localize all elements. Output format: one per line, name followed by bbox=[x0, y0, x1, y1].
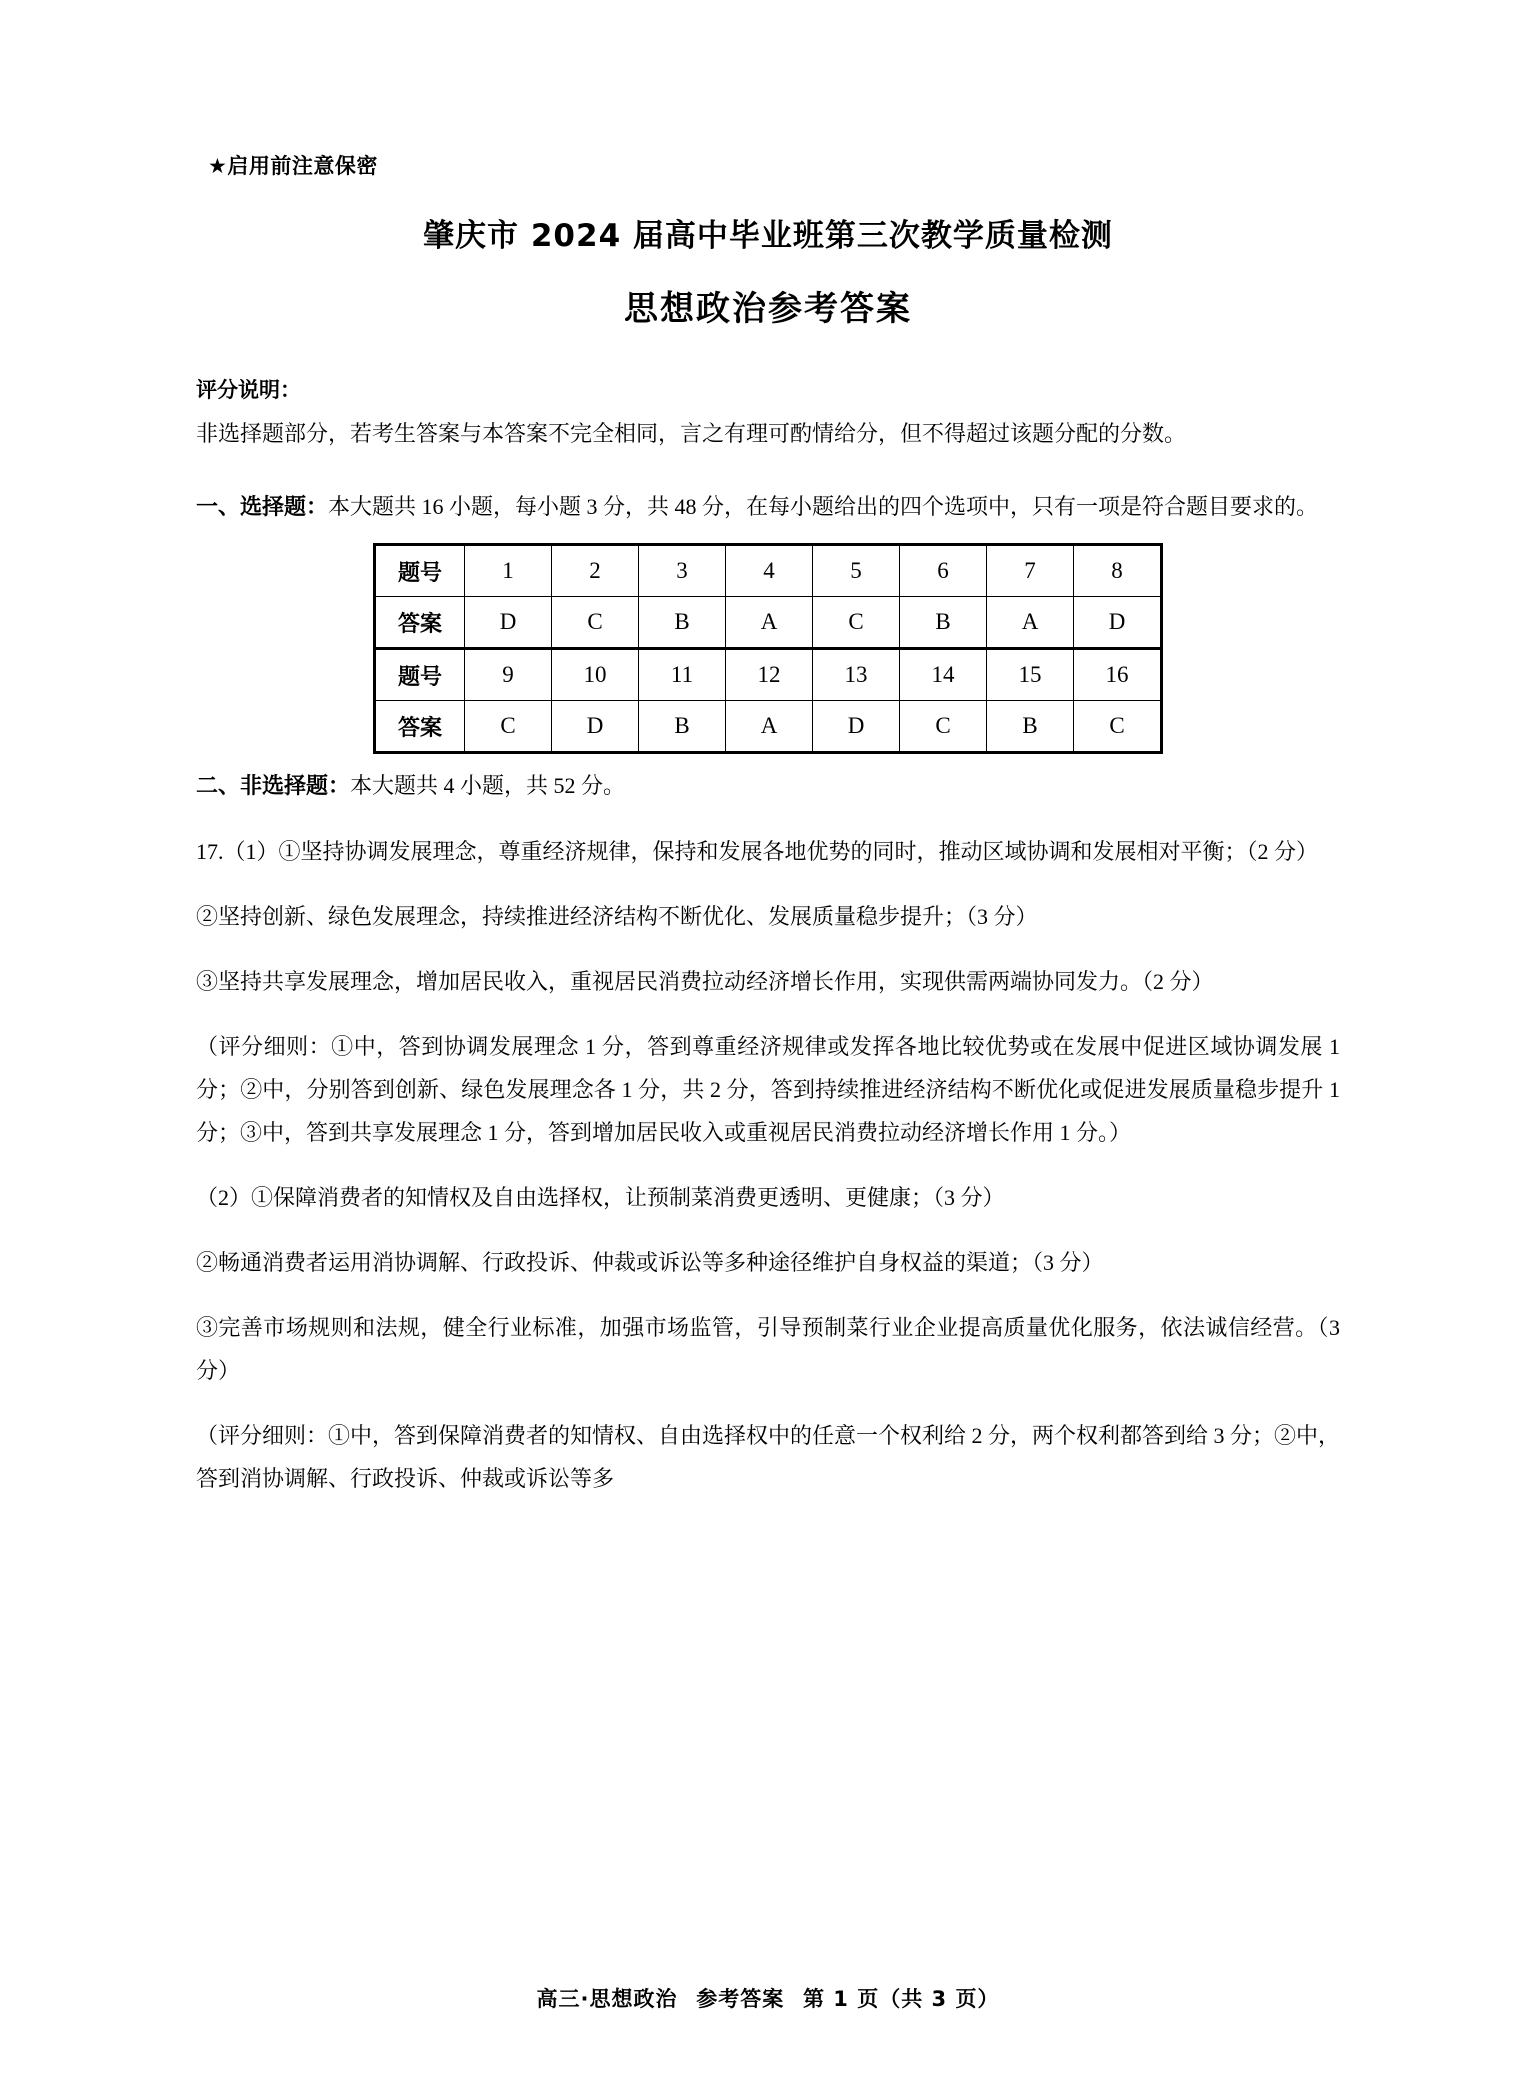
answer-cell: B bbox=[639, 701, 726, 753]
question-number-cell: 11 bbox=[639, 649, 726, 701]
answer-cell: B bbox=[900, 597, 987, 649]
answer-cell: C bbox=[552, 597, 639, 649]
scoring-instructions-label: 评分说明： bbox=[196, 378, 301, 402]
answer-cell: B bbox=[639, 597, 726, 649]
answer-cell: D bbox=[813, 701, 900, 753]
answer-paragraph: （2）①保障消费者的知情权及自由选择权，让预制菜消费更透明、更健康；（3 分） bbox=[196, 1185, 1005, 1210]
footer-subject: 高三·思想政治 bbox=[536, 1987, 678, 2011]
answer-paragraph: ③坚持共享发展理念，增加居民收入，重视居民消费拉动经济增长作用，实现供需两端协同发力。（2 分） bbox=[196, 969, 1214, 994]
section-one-heading bbox=[196, 485, 1340, 529]
answer-cell: D bbox=[552, 701, 639, 753]
answer-paragraph: ②畅通消费者运用消协调解、行政投诉、仲裁或诉讼等多种途径维护自身权益的渠道；（3 分） bbox=[196, 1250, 1104, 1275]
answer-cell: A bbox=[987, 597, 1074, 649]
answer-cell: C bbox=[900, 701, 987, 753]
question-number-cell: 9 bbox=[465, 649, 552, 701]
row-header-number: 题号 bbox=[375, 649, 465, 701]
question-number-cell: 15 bbox=[987, 649, 1074, 701]
scoring-instructions-text: 非选择题部分，若考生答案与本答案不完全相同，言之有理可酌情给分，但不得超过该题分配的分数。 bbox=[196, 421, 1187, 446]
row-header-answer: 答案 bbox=[375, 597, 465, 649]
question-number-cell: 7 bbox=[987, 545, 1074, 597]
footer-doc-type: 参考答案 bbox=[696, 1987, 785, 2011]
answer-cell: A bbox=[726, 701, 813, 753]
section-two-heading bbox=[196, 764, 1340, 808]
table-row bbox=[375, 597, 1162, 649]
answer-cell: D bbox=[465, 597, 552, 649]
answer-paragraph: ②坚持创新、绿色发展理念，持续推进经济结构不断优化、发展质量稳步提升；（3 分） bbox=[196, 904, 1038, 929]
question-number-cell: 2 bbox=[552, 545, 639, 597]
page-subtitle: 思想政治参考答案 bbox=[624, 289, 912, 329]
row-header-answer: 答案 bbox=[375, 701, 465, 753]
question-number-cell: 14 bbox=[900, 649, 987, 701]
section-one-text: 本大题共 16 小题，每小题 3 分，共 48 分，在每小题给出的四个选项中，只有一项是符合题目要求的。 bbox=[328, 494, 1319, 519]
page-footer bbox=[0, 1983, 1536, 2013]
scoring-detail-paragraph: （评分细则：①中，答到协调发展理念 1 分，答到尊重经济规律或发挥各地比较优势或在发展中促进区域协调发展 1 分；②中，分别答到创新、绿色发展理念各 1 分，共 2 分，答到持续推进经济结构不断优化或促进发展质量稳步提升 1 分；③中，答到共享发展理念 1 分，答到增加居民收入或重视居民消费拉动经济增长作用 1 分。） bbox=[196, 1034, 1340, 1145]
table-row bbox=[375, 545, 1162, 597]
question-number-cell: 10 bbox=[552, 649, 639, 701]
answer-cell: B bbox=[987, 701, 1074, 753]
question-number-cell: 4 bbox=[726, 545, 813, 597]
section-one-prefix: 一、选择题： bbox=[196, 495, 329, 520]
question-number-cell: 3 bbox=[639, 545, 726, 597]
answer-cell: C bbox=[465, 701, 552, 753]
question-number-cell: 1 bbox=[465, 545, 552, 597]
question-17-answer bbox=[196, 830, 1340, 1500]
section-two-prefix: 二、非选择题： bbox=[196, 774, 351, 799]
scoring-detail-paragraph: （评分细则：①中，答到保障消费者的知情权、自由选择权中的任意一个权利给 2 分，两个权利都答到给 3 分；②中，答到消协调解、行政投诉、仲裁或诉讼等多 bbox=[196, 1423, 1341, 1491]
answer-paragraph: ③完善市场规则和法规，健全行业标准，加强市场监管，引导预制菜行业企业提高质量优化服务，依法诚信经营。（3 分） bbox=[196, 1315, 1340, 1383]
question-number-cell: 5 bbox=[813, 545, 900, 597]
answer-paragraph: 17.（1）①坚持协调发展理念，尊重经济规律，保持和发展各地优势的同时，推动区域协调和发展相对平衡；（2 分） bbox=[196, 839, 1319, 864]
answer-cell: D bbox=[1074, 597, 1162, 649]
table-row bbox=[375, 701, 1162, 753]
table-row bbox=[375, 649, 1162, 701]
section-two-text: 本大题共 4 小题，共 52 分。 bbox=[350, 773, 626, 798]
answer-cell: C bbox=[813, 597, 900, 649]
row-header-number: 题号 bbox=[375, 545, 465, 597]
question-number-cell: 6 bbox=[900, 545, 987, 597]
question-number-cell: 16 bbox=[1074, 649, 1162, 701]
answer-cell: A bbox=[726, 597, 813, 649]
answer-cell: C bbox=[1074, 701, 1162, 753]
question-number-cell: 8 bbox=[1074, 545, 1162, 597]
question-number-cell: 13 bbox=[813, 649, 900, 701]
confidential-note: ★启用前注意保密 bbox=[208, 154, 378, 178]
footer-page-number: 第 1 页（共 3 页） bbox=[803, 1987, 1000, 2011]
multiple-choice-answers-table bbox=[196, 543, 1340, 754]
page-title: 肇庆市 2024 届高中毕业班第三次教学质量检测 bbox=[423, 218, 1113, 254]
question-number-cell: 12 bbox=[726, 649, 813, 701]
